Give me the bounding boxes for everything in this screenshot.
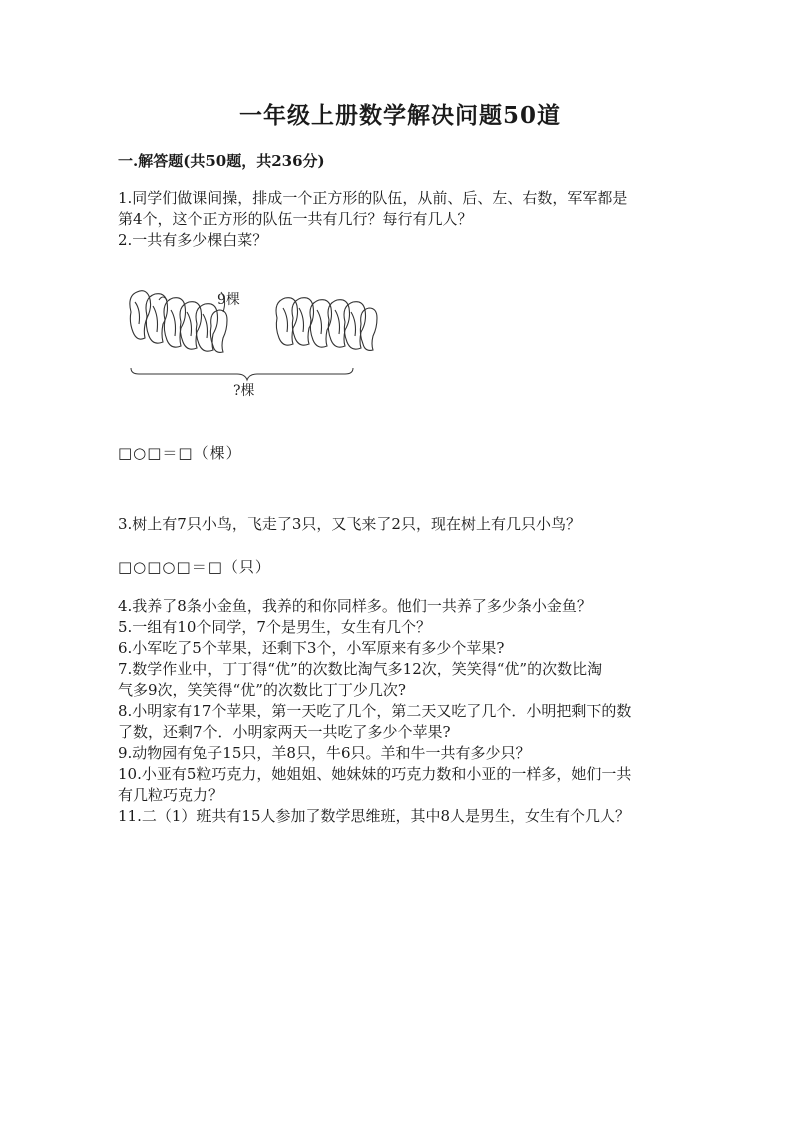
- cabbage-group-right: [276, 298, 377, 351]
- question-1-line-1: 1.同学们做课间操，排成一个正方形的队伍，从前、后、左、右数，军军都是: [118, 189, 628, 207]
- question-10-line-1: 10.小亚有5粒巧克力，她姐姐、她妹妹的巧克力数和小亚的一样多，她们一共: [118, 765, 632, 783]
- cabbage-icon: [210, 310, 227, 352]
- question-3-equation: □○□○□＝□（只）: [118, 558, 271, 576]
- cabbage-group-left: [130, 291, 227, 353]
- question-8-line-1: 8.小明家有17个苹果，第一天吃了几个，第二天又吃了几个．小明把剩下的数: [118, 702, 632, 720]
- bottom-count-label: ?棵: [233, 383, 255, 399]
- question-9: 9.动物园有兔子15只，羊8只，牛6只。羊和牛一共有多少只？: [118, 744, 531, 762]
- question-7-line-2: 气多9次，笑笑得“优”的次数比丁丁少几次?: [118, 681, 406, 699]
- question-11: 11.二（1）班共有15人参加了数学思维班，其中8人是男生，女生有个几人？: [118, 807, 631, 825]
- question-10-line-2: 有几粒巧克力？: [118, 786, 224, 804]
- question-3: 3.树上有7只小鸟，飞走了3只，又飞来了2只，现在树上有几只小鸟？: [118, 515, 581, 533]
- question-7-line-1: 7.数学作业中，丁丁得“优”的次数比淘气多12次，笑笑得“优”的次数比淘: [118, 660, 603, 678]
- question-8-line-2: 了数，还剩7个．小明家两天一共吃了多少个苹果?: [118, 723, 451, 741]
- cabbage-figure: [125, 282, 387, 404]
- cabbage-icon: [276, 298, 298, 345]
- question-2: 2.一共有多少棵白菜？: [118, 231, 268, 249]
- question-6: 6.小军吃了5个苹果，还剩下3个，小军原来有多少个苹果?: [118, 639, 505, 657]
- bottom-brace: [131, 368, 353, 380]
- top-count-label: 9棵: [217, 292, 240, 308]
- section-heading: 一.解答题(共50题，共236分): [118, 152, 325, 170]
- question-5: 5.一组有10个同学，7个是男生，女生有几个？: [118, 618, 431, 636]
- question-4: 4.我养了8条小金鱼，我养的和你同样多。他们一共养了多少条小金鱼？: [118, 597, 592, 615]
- page-title: 一年级上册数学解决问题50道: [238, 102, 561, 129]
- question-1-line-2: 第4个，这个正方形的队伍一共有几行？每行有几人？: [118, 210, 473, 228]
- question-2-equation: □○□＝□（棵）: [118, 444, 242, 462]
